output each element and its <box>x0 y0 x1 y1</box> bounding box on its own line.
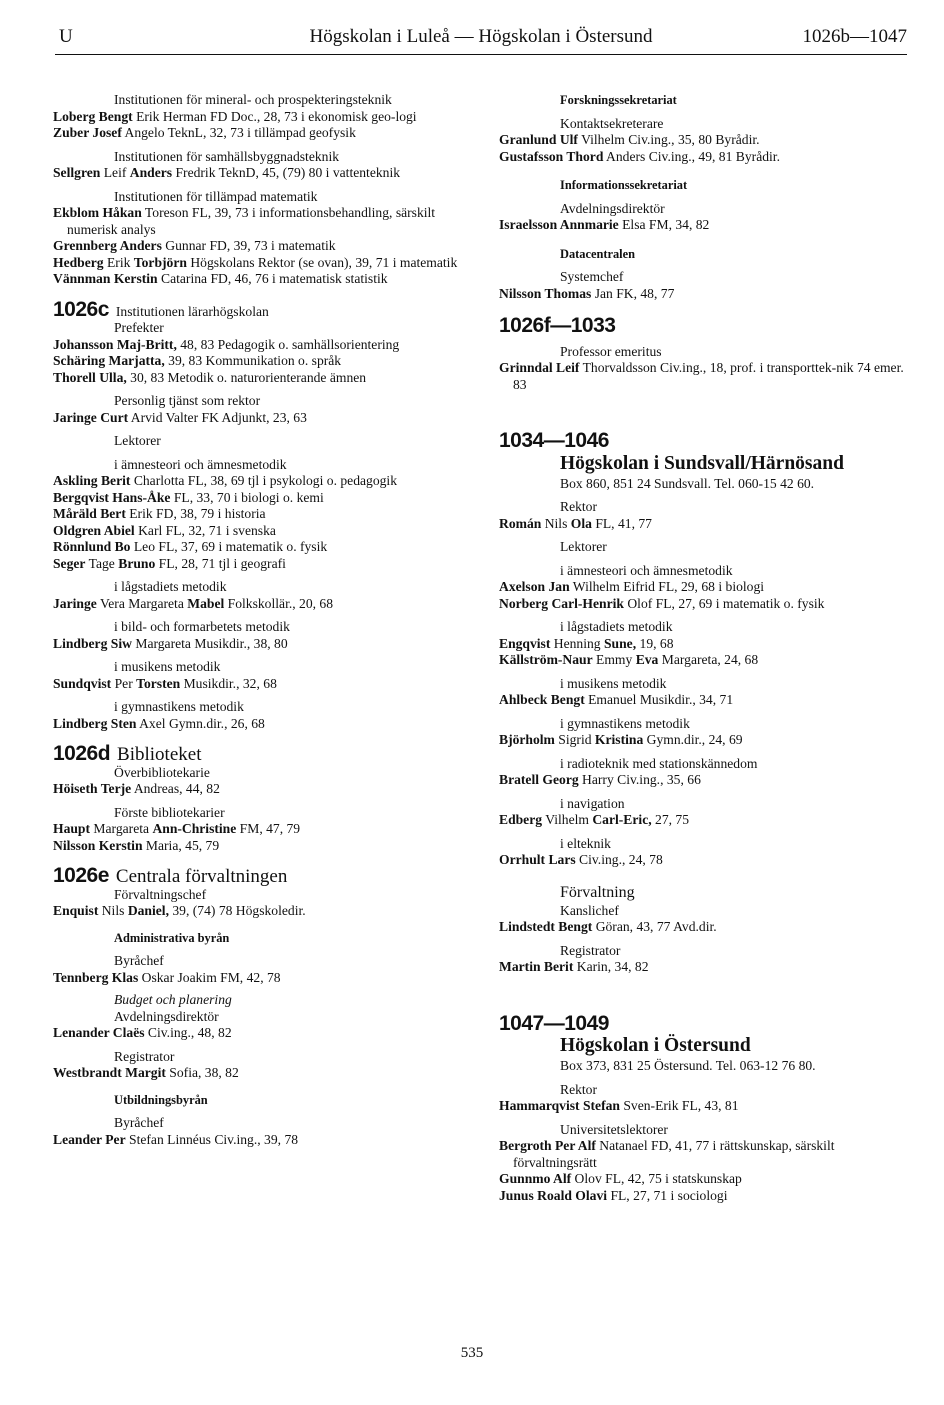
section-title: Centrala förvaltningen <box>115 866 288 887</box>
role-heading: Avdelningsdirektör <box>560 200 665 216</box>
subject-heading: i radioteknik med stationskännedom <box>560 755 758 771</box>
subject-heading: i navigation <box>560 795 625 811</box>
entry: Román Nils Ola FL, 41, 77 <box>499 515 652 531</box>
institution-title: Högskolan i Östersund <box>560 1035 751 1056</box>
entry: Måräld Bert Erik FD, 38, 79 i historia <box>53 506 266 521</box>
office-heading: Forskningssekretariat <box>560 93 677 107</box>
section-number: 1034—1046 <box>499 429 609 452</box>
unit-heading: Budget och planering <box>114 992 232 1007</box>
entry: Sellgren Leif Anders Fredrik TeknD, 45, (79) 80 i vattenteknik <box>53 165 401 180</box>
role-heading: Lektorer <box>114 433 161 448</box>
entry: Vännman Kerstin Catarina FD, 46, 76 i matematisk statistik <box>53 271 388 286</box>
subject-heading: i lågstadiets metodik <box>114 579 227 594</box>
entry: Ekblom Håkan Toreson FL, 39, 73 i informationsbehandling, särskilt numerisk analys <box>53 205 436 237</box>
entry: Johansson Maj-Britt, 48, 83 Pedagogik o. samhällsorientering <box>53 336 400 352</box>
role-heading: Rektor <box>560 1081 597 1097</box>
office-heading: Administrativa byrån <box>114 930 230 945</box>
role-heading: Systemchef <box>560 269 624 284</box>
entry: Lindberg Siw Margareta Musikdir., 38, 80 <box>53 635 288 651</box>
role-heading: Överbibliotekarie <box>114 764 210 780</box>
role-heading: Universitetslektorer <box>560 1121 668 1137</box>
entry: Nilsson Kerstin Maria, 45, 79 <box>53 837 220 853</box>
entry: Leander Per Stefan Linnéus Civ.ing., 39, 78 <box>53 1131 299 1147</box>
entry: Jaringe Curt Arvid Valter FK Adjunkt, 23, 63 <box>53 409 307 425</box>
entry: Grennberg Anders Gunnar FD, 39, 73 i matematik <box>53 238 336 253</box>
section-number: 1026f—1033 <box>499 314 616 337</box>
role-heading: Personlig tjänst som rektor <box>114 393 261 408</box>
role-heading: Förste bibliotekarier <box>114 804 225 820</box>
header-title: Högskolan i Luleå — Högskolan i Östersund <box>309 26 653 47</box>
division-heading: Förvaltning <box>560 883 635 901</box>
section-number: 1026c <box>53 297 109 321</box>
subject-heading: i gymnastikens metodik <box>560 715 690 731</box>
entry: Loberg Bengt Erik Herman FD Doc., 28, 73 i ekonomisk geo-logi <box>53 108 417 124</box>
role-heading: Kontaktsekreterare <box>560 115 664 131</box>
office-heading: Informationssekretariat <box>560 178 688 192</box>
entry: Oldgren Abiel Karl FL, 32, 71 i svenska <box>53 522 276 538</box>
role-heading: Byråchef <box>114 1115 164 1130</box>
subject-heading: i ämnesteori och ämnesmetodik <box>114 456 287 472</box>
subject-heading: i lågstadiets metodik <box>560 619 673 634</box>
institution-title: Högskolan i Sundsvall/Härnösand <box>560 452 844 474</box>
header-letter: U <box>59 26 73 47</box>
section-number: 1026e <box>53 864 109 887</box>
entry: Tennberg Klas Oskar Joakim FM, 42, 78 <box>53 969 281 985</box>
section-number: 1026d <box>53 742 111 765</box>
entry: Lindberg Sten Axel Gymn.dir., 26, 68 <box>53 715 265 731</box>
entry: Björholm Sigrid Kristina Gymn.dir., 24, 69 <box>499 732 743 747</box>
role-heading: Avdelningsdirektör <box>114 1008 219 1024</box>
entry: Gustafsson Thord Anders Civ.ing., 49, 81 Byrådir. <box>499 148 780 164</box>
subject-heading: i musikens metodik <box>560 675 667 691</box>
role-heading: Professor emeritus <box>560 343 662 359</box>
entry: Hedberg Erik Torbjörn Högskolans Rektor (se ovan), 39, 71 i matematik <box>53 254 458 270</box>
entry: Rönnlund Bo Leo FL, 37, 69 i matematik o. fysik <box>53 539 328 554</box>
entry-name: Loberg Bengt <box>53 108 133 124</box>
entry: Thorell Ulla, 30, 83 Metodik o. naturorienterande ämnen <box>53 369 367 385</box>
entry: Junus Roald Olavi FL, 27, 71 i sociologi <box>499 1187 728 1203</box>
section-number: 1047—1049 <box>499 1011 609 1035</box>
entry: Ahlbeck Bengt Emanuel Musikdir., 34, 71 <box>499 692 734 707</box>
office-heading: Utbildningsbyrån <box>114 1092 208 1107</box>
role-heading: Registrator <box>560 942 621 958</box>
institution-address: Box 860, 851 24 Sundsvall. Tel. 060-15 42 60. <box>560 475 815 491</box>
entry: Bergqvist Hans-Åke FL, 33, 70 i biologi o. kemi <box>53 489 324 505</box>
entry: Enquist Nils Daniel, 39, (74) 78 Högskoledir. <box>53 903 306 918</box>
entry: Sundqvist Per Torsten Musikdir., 32, 68 <box>53 675 277 691</box>
dept-heading: Institutionen för mineral- och prospekteringsteknik <box>114 92 392 107</box>
left-column <box>53 92 467 1148</box>
entry: Bratell Georg Harry Civ.ing., 35, 66 <box>499 772 701 787</box>
entry: Seger Tage Bruno FL, 28, 71 tjl i geografi <box>53 555 286 571</box>
entry: Askling Berit Charlotta FL, 38, 69 tjl i psykologi o. pedagogik <box>53 473 397 488</box>
section-1026d <box>53 742 467 765</box>
section-1026e <box>53 864 467 887</box>
entry: Källström-Naur Emmy Eva Margareta, 24, 68 <box>499 652 759 667</box>
entry: Engqvist Henning Sune, 19, 68 <box>499 635 674 651</box>
entry: Nilsson Thomas Jan FK, 48, 77 <box>499 285 675 301</box>
entry: Grinndal Leif Thorvaldsson Civ.ing., 18, prof. i transporttek-nik 74 emer. 83 <box>499 360 904 392</box>
entry: Hammarqvist Stefan Sven-Erik FL, 43, 81 <box>499 1098 739 1113</box>
section-1026c <box>53 297 467 321</box>
role-heading: Förvaltningschef <box>114 886 207 902</box>
dept-heading: Institutionen för samhällsbyggnadsteknik <box>114 148 340 164</box>
entry: Orrhult Lars Civ.ing., 24, 78 <box>499 852 663 867</box>
entry: Norberg Carl-Henrik Olof FL, 27, 69 i matematik o. fysik <box>499 595 825 611</box>
entry: Lindstedt Bengt Göran, 43, 77 Avd.dir. <box>499 919 717 934</box>
entry: Edberg Vilhelm Carl-Eric, 27, 75 <box>499 812 690 827</box>
role-heading: Lektorer <box>560 539 607 554</box>
dept-heading: Institutionen för tillämpad matematik <box>114 188 318 204</box>
entry: Schäring Marjatta, 39, 83 Kommunikation o. språk <box>53 353 342 368</box>
role-heading: Prefekter <box>114 320 164 335</box>
entry: Zuber Josef Angelo TeknL, 32, 73 i tillämpad geofysik <box>53 125 356 140</box>
section-1047-1049 <box>499 1011 914 1035</box>
subject-heading: i musikens metodik <box>114 659 221 674</box>
entry: Höiseth Terje Andreas, 44, 82 <box>53 781 220 796</box>
entry: Granlund Ulf Vilhelm Civ.ing., 35, 80 Byrådir. <box>499 132 760 147</box>
entry: Jaringe Vera Margareta Mabel Folkskollär., 20, 68 <box>53 595 334 611</box>
role-heading: Rektor <box>560 499 597 514</box>
section-title: Institutionen lärarhögskolan <box>115 303 269 319</box>
entry: Axelson Jan Wilhelm Eifrid FL, 29, 68 i biologi <box>499 579 765 594</box>
entry-name: Zuber Josef <box>53 125 122 140</box>
subject-heading: i gymnastikens metodik <box>114 699 244 714</box>
subject-heading: i bild- och formarbetets metodik <box>114 619 290 634</box>
subject-heading: i ämnesteori och ämnesmetodik <box>560 562 733 578</box>
header-range: 1026b—1047 <box>802 26 907 47</box>
entry: Westbrandt Margit Sofia, 38, 82 <box>53 1065 239 1080</box>
page-number: 535 <box>460 1345 484 1361</box>
entry: Israelsson Annmarie Elsa FM, 34, 82 <box>499 217 710 232</box>
subject-heading: i elteknik <box>560 835 611 851</box>
role-heading: Byråchef <box>114 953 164 968</box>
section-title: Biblioteket <box>117 744 202 765</box>
institution-address: Box 373, 831 25 Östersund. Tel. 063-12 76 80. <box>560 1058 816 1073</box>
right-column <box>499 92 914 1204</box>
entry: Martin Berit Karin, 34, 82 <box>499 959 649 974</box>
section-1026f-1033 <box>499 314 914 337</box>
entry: Gunnmo Alf Olov FL, 42, 75 i statskunskap <box>499 1171 742 1186</box>
role-heading: Kanslichef <box>560 902 619 918</box>
entry: Lenander Claës Civ.ing., 48, 82 <box>53 1025 232 1040</box>
running-header <box>55 20 907 55</box>
office-heading: Datacentralen <box>560 246 636 261</box>
section-1034-1046 <box>499 429 914 452</box>
role-heading: Registrator <box>114 1048 175 1064</box>
entry: Bergroth Per Alf Natanael FD, 41, 77 i rättskunskap, särskilt förvaltningsrätt <box>499 1138 835 1170</box>
entry: Haupt Margareta Ann-Christine FM, 47, 79 <box>53 821 301 836</box>
